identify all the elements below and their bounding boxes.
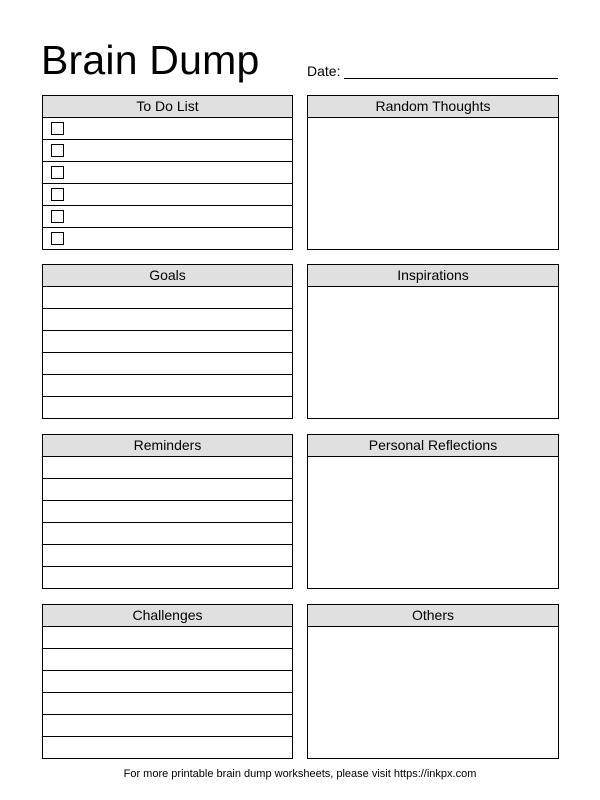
- todo-checkbox[interactable]: [51, 210, 64, 223]
- goals-row-divider: [43, 308, 292, 309]
- reminders-row-divider: [43, 566, 292, 567]
- reminders-row-divider: [43, 478, 292, 479]
- todo-row-divider: [43, 205, 292, 206]
- challenges-row-divider: [43, 714, 292, 715]
- reminders-header: Reminders: [43, 435, 292, 457]
- inspirations-header: Inspirations: [308, 265, 558, 287]
- personal-reflections-box[interactable]: [307, 434, 559, 589]
- todo-row-divider: [43, 183, 292, 184]
- challenges-box: [42, 604, 293, 759]
- todo-checkbox[interactable]: [51, 188, 64, 201]
- challenges-row-divider: [43, 692, 292, 693]
- date-label: Date:: [307, 63, 341, 79]
- others-header: Others: [308, 605, 558, 627]
- random-thoughts-header: Random Thoughts: [308, 96, 558, 118]
- goals-row-divider: [43, 396, 292, 397]
- challenges-row-divider: [43, 670, 292, 671]
- footer-note: For more printable brain dump worksheets, please visit https://inkpx.com: [123, 768, 477, 780]
- personal-reflections-header: Personal Reflections: [308, 435, 558, 457]
- page-title: Brain Dump: [41, 37, 260, 83]
- todo-checkbox[interactable]: [51, 144, 64, 157]
- others-box[interactable]: [307, 604, 559, 759]
- todo-list-box: [42, 95, 293, 250]
- date-field[interactable]: [307, 62, 559, 82]
- reminders-row-divider: [43, 522, 292, 523]
- reminders-box: [42, 434, 293, 589]
- todo-checkbox[interactable]: [51, 232, 64, 245]
- todo-list-header: To Do List: [43, 96, 292, 118]
- random-thoughts-box[interactable]: [307, 95, 559, 250]
- goals-header: Goals: [43, 265, 292, 287]
- challenges-row-divider: [43, 736, 292, 737]
- goals-row-divider: [43, 330, 292, 331]
- todo-checkbox[interactable]: [51, 122, 64, 135]
- todo-row-divider: [43, 161, 292, 162]
- inspirations-box[interactable]: [307, 264, 559, 419]
- todo-row-divider: [43, 139, 292, 140]
- reminders-row-divider: [43, 500, 292, 501]
- goals-row-divider: [43, 352, 292, 353]
- goals-row-divider: [43, 374, 292, 375]
- reminders-row-divider: [43, 544, 292, 545]
- challenges-header: Challenges: [43, 605, 292, 627]
- challenges-row-divider: [43, 648, 292, 649]
- todo-row-divider: [43, 227, 292, 228]
- date-write-line[interactable]: [344, 78, 558, 79]
- goals-box: [42, 264, 293, 419]
- todo-checkbox[interactable]: [51, 166, 64, 179]
